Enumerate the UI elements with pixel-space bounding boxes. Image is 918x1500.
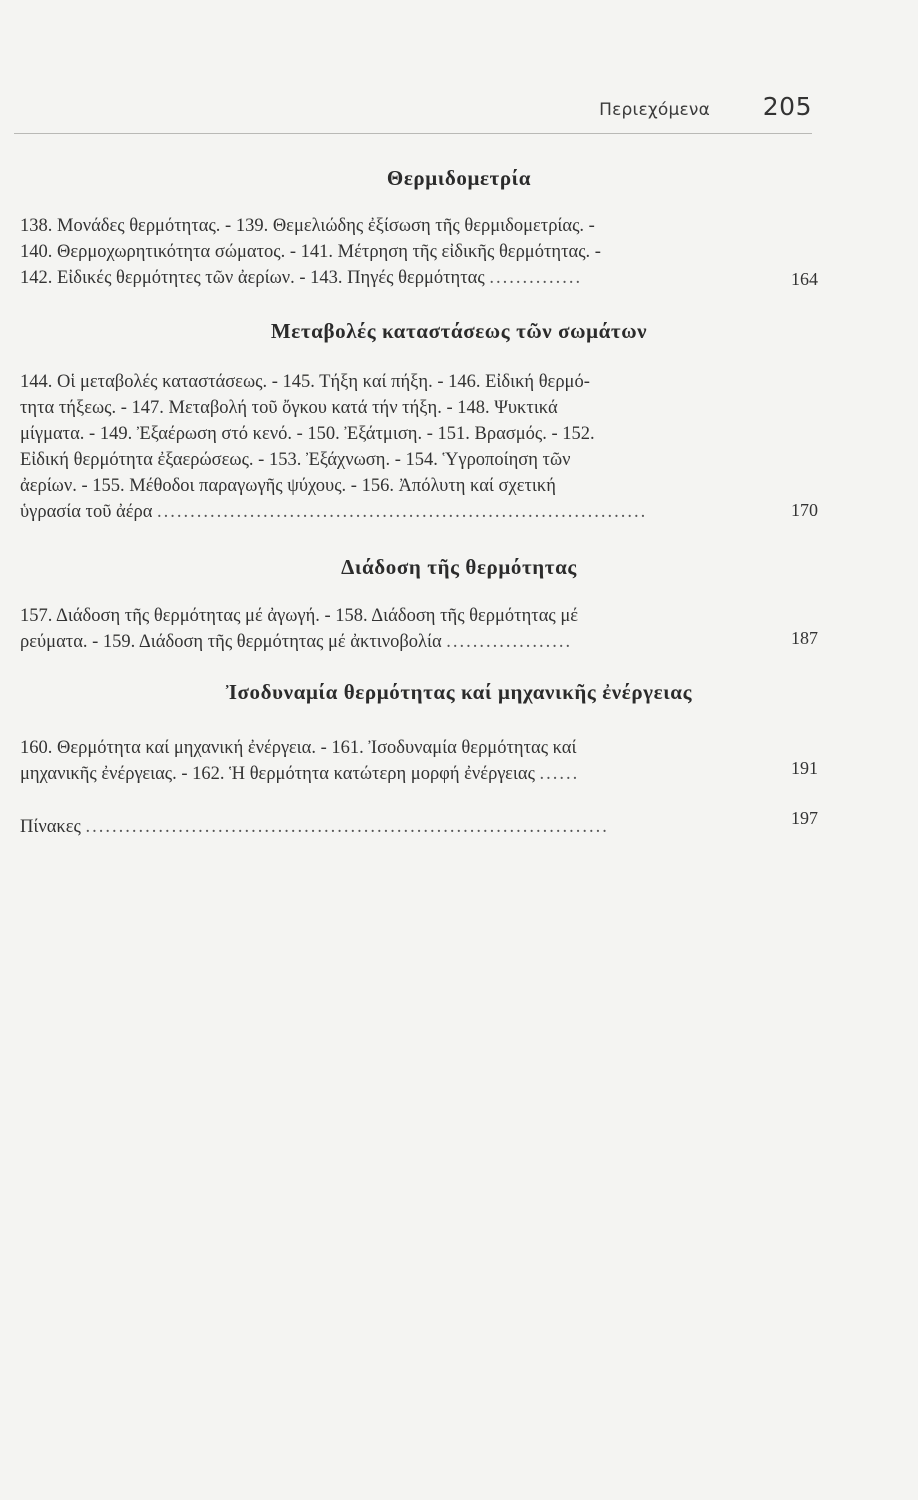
toc-line: 160. Θερμότητα καί μηχανική ἐνέργεια. - 161. Ἰσοδυναμία θερμότητας καί <box>20 738 577 758</box>
toc-page-number: 197 <box>791 808 818 828</box>
section-heading-metavoles: Μεταβολές καταστάσεως τῶν σωμάτων <box>270 319 648 343</box>
dot-leader: .......................................................................... <box>157 502 648 522</box>
toc-page-number: 164 <box>791 269 818 289</box>
dot-leader: ................... <box>446 632 573 652</box>
dot-leader: .............. <box>489 268 583 288</box>
toc-line: μίγματα. - 149. Ἐξαέρωση στό κενό. - 150. Ἐξάτμιση. - 151. Βρασμός. - 152. <box>20 424 595 444</box>
toc-line-last: 142. Εἰδικές θερμότητες τῶν ἀερίων. - 143. Πηγές θερμότητας .............. <box>20 268 583 288</box>
toc-line: 140. Θερμοχωρητικότητα σώματος. - 141. Μέτρηση τῆς εἰδικῆς θερμότητας. - <box>20 242 601 262</box>
toc-line: 157. Διάδοση τῆς θερμότητας μέ ἀγωγή. - 158. Διάδοση τῆς θερμότητας μέ <box>20 606 579 626</box>
toc-entry-thermidometria <box>20 213 760 291</box>
toc-page-number: 191 <box>791 758 818 778</box>
toc-line: 144. Οἱ μεταβολές καταστάσεως. - 145. Τήξη καί πήξη. - 146. Εἰδική θερμό- <box>20 372 590 392</box>
toc-page-number: 187 <box>791 628 818 648</box>
toc-line-last: ρεύματα. - 159. Διάδοση τῆς θερμότητας μέ ἀκτινοβολία ................... <box>20 632 573 652</box>
toc-entry-metavoles <box>20 369 760 525</box>
toc-entry-diadosi <box>20 603 760 655</box>
running-header-title: Περιεχόμενα <box>599 100 710 120</box>
section-heading-isodynamia: Ἰσοδυναμία θερμότητας καί μηχανικῆς ἐνέργειας <box>225 680 693 704</box>
toc-line-last: ὑγρασία τοῦ ἀέρα .......................................................................... <box>20 502 648 522</box>
dot-leader: ............................................................................... <box>85 817 609 837</box>
toc-entry-pinakes <box>20 814 760 840</box>
toc-page-number: 170 <box>791 500 818 520</box>
page-number: 205 <box>762 92 812 121</box>
toc-line: Εἰδική θερμότητα ἐξαερώσεως. - 153. Ἐξάχνωση. - 154. Ὑγροποίηση τῶν <box>20 450 571 470</box>
section-heading-thermidometria: Θερμιδομετρία <box>386 166 532 190</box>
toc-line: ἀερίων. - 155. Μέθοδοι παραγωγῆς ψύχους. - 156. Ἀπόλυτη καί σχετική <box>20 476 556 496</box>
header-rule <box>14 133 812 134</box>
running-header <box>0 92 812 126</box>
dot-leader: ...... <box>539 764 580 784</box>
toc-entry-isodynamia <box>20 735 760 787</box>
toc-line: τητα τήξεως. - 147. Μεταβολή τοῦ ὄγκου κατά τήν τήξη. - 148. Ψυκτικά <box>20 398 558 418</box>
section-heading-diadosi: Διάδοση τῆς θερμότητας <box>341 555 577 579</box>
toc-line: 138. Μονάδες θερμότητας. - 139. Θεμελιώδης ἐξίσωση τῆς θερμιδομετρίας. - <box>20 216 595 236</box>
toc-line-last: Πίνακες ............................................................................... <box>20 817 609 837</box>
toc-line-last: μηχανικῆς ἐνέργειας. - 162. Ἡ θερμότητα κατώτερη μορφή ἐνέργειας ...... <box>20 764 580 784</box>
